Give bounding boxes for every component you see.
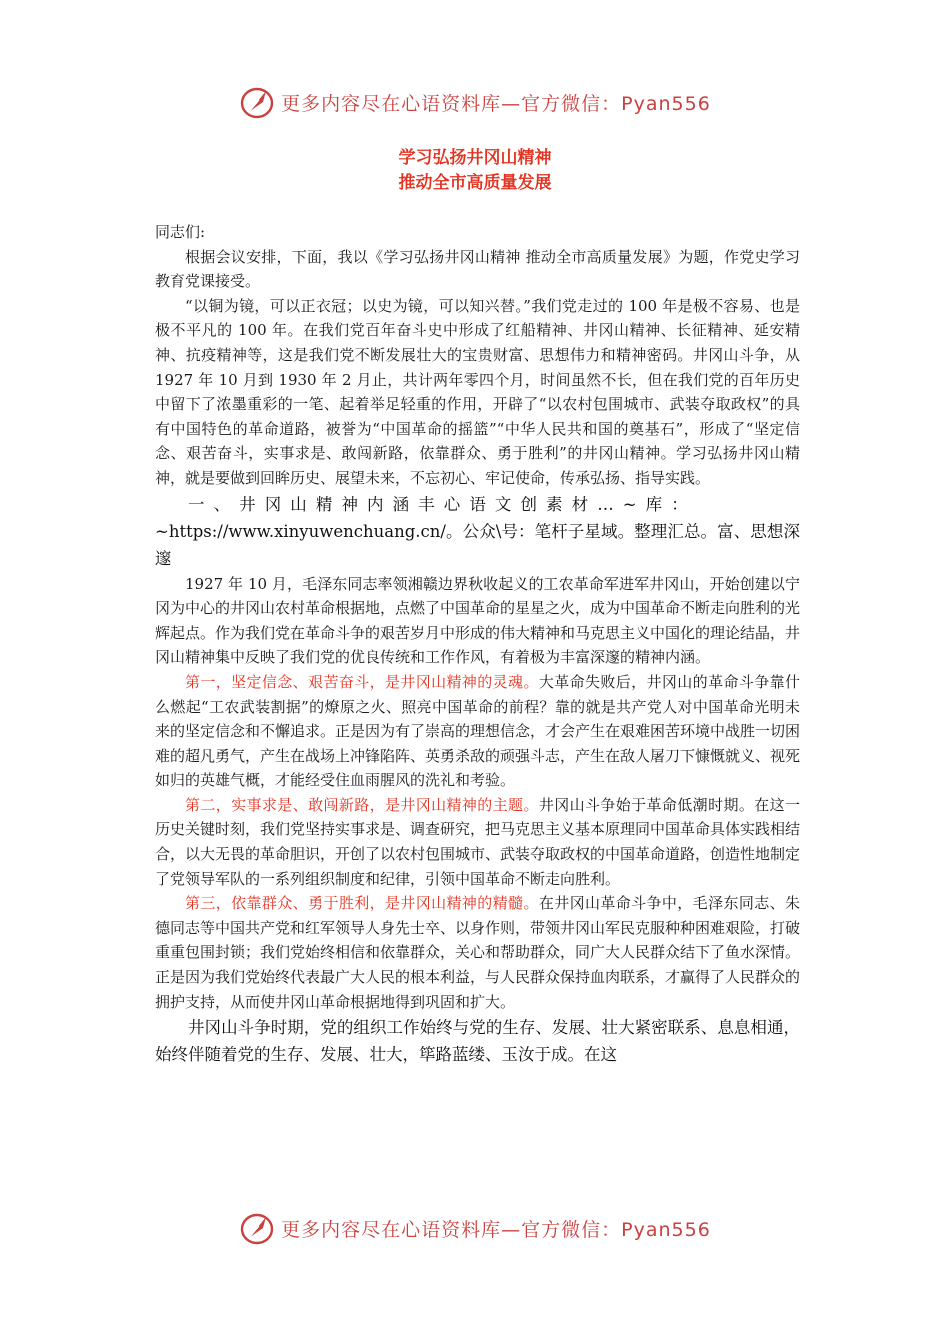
paragraph-point-1 (155, 670, 800, 793)
header-banner (0, 82, 950, 122)
salutation: 同志们: (155, 223, 206, 241)
banner-text: 更多内容尽在心语资料库—官方微信：Pyan556 (281, 1218, 711, 1241)
watermark-url-line: ~https://www.xinyuwenchuang.cn/。公众\号：笔杆子星域。整理汇总。富、思想深邃 (155, 521, 800, 568)
point-2-text: 井冈山斗争始于革命低潮时期。在这一历史关键时刻，我们党坚持实事求是、调查研究，把马克思主义基本原理同中国革命具体实践相结合，以大无畏的革命胆识，开创了以农村包围城市、武装夺取政权的中国革命道路，创造性地制定了党领导军队的一系列组织制度和纪律，引领中国革命不断走向胜利。 (155, 795, 801, 888)
banner-text: 更多内容尽在心语资料库—官方微信：Pyan556 (281, 92, 711, 115)
point-3-text: 在井冈山革命斗争中，毛泽东同志、朱德同志等中国共产党和红军领导人身先士卒、以身作则，带领井冈山军民克服种种困难艰险，打破重重包围封锁；我们党始终相信和依靠群众，关心和帮助群众，同广大人民群众结下了鱼水深情。正是因为我们党始终代表最广大人民的根本利益，与人民群众保持血肉联系，才赢得了人民群众的拥护支持，从而使井冈山革命根据地得到巩固和扩大。 (155, 894, 801, 1011)
quill-pen-logo-icon (239, 1210, 275, 1246)
point-1-heading: 第一，坚定信念、艰苦奋斗，是井冈山精神的灵魂。 (185, 672, 539, 691)
paragraph-point-2 (155, 793, 800, 891)
paragraph-history: “以铜为镜，可以正衣冠；以史为镜，可以知兴替。”我们党走过的 100 年是极不容易、也是极不平凡的 100 年。在我们党百年奋斗史中形成了红船精神、井冈山精神、长征精神、延安精神、抗疫精神等，这是我们党不断发展壮大的宝贵财富、思想伟力和精神密码。井冈山斗争，从 1927 年 10 月到 1930 年 2 月止，共计两年零四个月，时间虽然不长，但在我们党的百年历史中留下了浓墨重彩的一笔、起着举足轻重的作用，开辟了“以农村包围城市、武装夺取政权”的具有中国特色的革命道路，被誉为“中国革命的摇篮”“中华人民共和国的奠基石”，形成了“坚定信念、艰苦奋斗，实事求是、敢闯新路，依靠群众、勇于胜利”的井冈山精神。学习弘扬井冈山精神，就是要做到回眸历史、展望未来，不忘初心、牢记使命，传承弘扬、指导实践。 (155, 296, 800, 487)
point-1-text: 大革命失败后，井冈山的革命斗争靠什么燃起“工农武装割据”的燎原之火、照亮中国革命的前程？靠的就是共产党人对中国革命光明未来的坚定信念和不懈追求。正是因为有了崇高的理想信念，才会产生在艰难困苦环境中战胜一切困难的超凡勇气，产生在战场上冲锋陷阵、英勇杀敌的顽强斗志，产生在敌人屠刀下慷慨就义、视死如归的英雄气概，才能经受住血雨腥风的洗礼和考验。 (155, 672, 801, 790)
doc-title-line-1: 学习弘扬井冈山精神 (398, 148, 552, 168)
quill-pen-logo-icon (239, 84, 275, 120)
point-2-heading: 第二，实事求是、敢闯新路，是井冈山精神的主题。 (185, 795, 539, 814)
document-body (155, 220, 800, 1068)
paragraph-intro: 根据会议安排，下面，我以《学习弘扬井冈山精神 推动全市高质量发展》为题，作党史学习教育党课接受。 (155, 247, 800, 291)
footer-banner (0, 1208, 950, 1248)
section-heading-1: 一、井冈山精神内涵丰心语文创素材…~库： (188, 494, 697, 514)
paragraph-1927: 1927 年 10 月，毛泽东同志率领湘赣边界秋收起义的工农革命军进军井冈山，开始创建以宁冈为中心的井冈山农村革命根据地，点燃了中国革命的星星之火，成为中国革命不断走向胜利的光辉起点。作为我们党在革命斗争的艰苦岁月中形成的伟大精神和马克思主义中国化的理论结晶，井冈山精神集中反映了我们党的优良传统和工作作风，有着极为丰富深邃的精神内涵。 (155, 574, 801, 667)
paragraph-organization: 井冈山斗争时期，党的组织工作始终与党的生存、发展、壮大紧密联系、息息相通，始终伴随着党的生存、发展、壮大，筚路蓝缕、玉汝于成。在这 (155, 1018, 800, 1065)
point-3-heading: 第三，依靠群众、勇于胜利，是井冈山精神的精髓。 (185, 894, 539, 913)
doc-title-line-2: 推动全市高质量发展 (398, 173, 552, 193)
paragraph-point-3 (155, 891, 800, 1014)
